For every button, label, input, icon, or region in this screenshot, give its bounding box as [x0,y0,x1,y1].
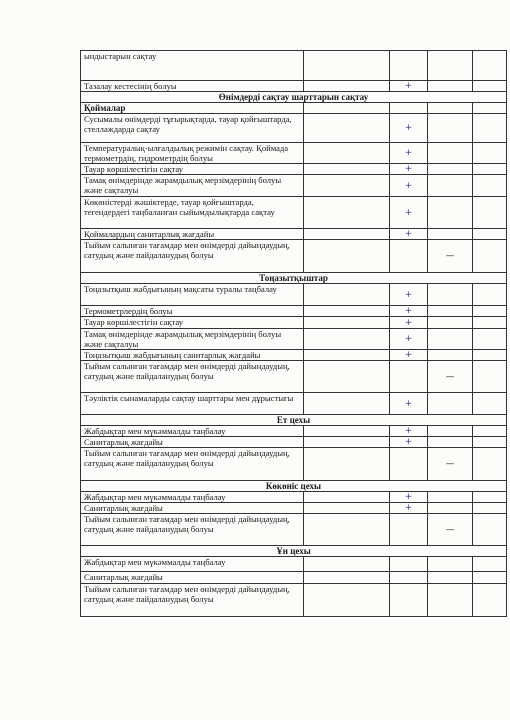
compliant-mark: + [390,437,428,448]
requirement-text: Қоймалардың санитарлық жағдайы [81,229,304,240]
checklist-row [81,437,507,448]
checklist-row [81,317,507,329]
empty-cell [473,557,507,572]
not-applicable-mark [428,557,473,572]
compliant-mark: + [390,143,428,164]
inspection-checklist-table [80,50,507,617]
checklist-row [81,329,507,350]
notes-cell [304,143,390,164]
empty-cell [473,350,507,361]
notes-cell [304,114,390,143]
requirement-text: Санитарлық жағдайы [81,437,304,448]
empty-cell [473,584,507,617]
notes-cell [304,514,390,546]
section-header-row [81,273,507,284]
not-applicable-mark [428,329,473,350]
not-applicable-mark: — [428,361,473,393]
empty-cell [473,175,507,197]
requirement-text: Сусымалы өнімдерді тұғырықтарда, тауар қойғыштарда, стеллаждарда сақтау [81,114,304,143]
checklist-row [81,81,507,92]
checklist-row [81,175,507,197]
checklist-row [81,306,507,317]
section-header: Өнімдерді сақтау шарттарын сақтау [81,92,507,103]
notes-cell [304,175,390,197]
empty-cell [473,492,507,503]
not-applicable-mark [428,492,473,503]
empty-cell [473,306,507,317]
not-applicable-mark [428,175,473,197]
notes-cell [304,317,390,329]
not-applicable-mark [428,164,473,175]
notes-cell [304,437,390,448]
not-applicable-mark [428,143,473,164]
compliant-mark: + [390,81,428,92]
empty-cell [473,437,507,448]
requirement-text: Тыйым салынған тағамдар мен өнімдерді дайындаудың, сатудың және пайдаланудың болуы [81,584,304,617]
not-applicable-mark [428,284,473,306]
compliant-mark: + [390,426,428,437]
notes-cell [304,557,390,572]
compliant-mark [390,240,428,273]
empty-cell [473,572,507,584]
checklist-row [81,514,507,546]
empty-cell [473,317,507,329]
not-applicable-mark [428,229,473,240]
not-applicable-mark [428,503,473,514]
section-header: Тоңазытқыштар [81,273,507,284]
notes-cell [304,51,390,81]
checklist-row [81,114,507,143]
compliant-mark: + [390,229,428,240]
empty-cell [473,361,507,393]
compliant-mark [390,448,428,481]
checklist-row [81,229,507,240]
not-applicable-mark [428,426,473,437]
checklist-row [81,350,507,361]
compliant-mark: + [390,197,428,229]
checklist-row [81,426,507,437]
notes-cell [304,393,390,415]
requirement-text: Тауар көршілестігін сақтау [81,317,304,329]
not-applicable-mark [428,584,473,617]
requirement-text: Тоңазытқыш жабдығының мақсаты туралы таңбалау [81,284,304,306]
requirement-text: Көкөністерді жәшіктерде, тауар қойғыштарда, тегендердегі таңбаланған сыйымдылықтарда сақтау [81,197,304,229]
requirement-text: Тәуліктік сынамаларды сақтау шарттары мен дұрыстығы [81,393,304,415]
compliant-mark: + [390,306,428,317]
empty-cell [428,103,473,114]
notes-cell [304,306,390,317]
checklist-row [81,448,507,481]
notes-cell [304,503,390,514]
empty-cell [473,240,507,273]
checklist-row [81,393,507,415]
notes-cell [304,584,390,617]
requirement-text: Тазалау кестесінің болуы [81,81,304,92]
not-applicable-mark [428,306,473,317]
requirement-text: Санитарлық жағдайы [81,572,304,584]
checklist-row [81,240,507,273]
checklist-row [81,164,507,175]
not-applicable-mark: — [428,514,473,546]
compliant-mark [390,514,428,546]
notes-cell [304,240,390,273]
empty-cell [473,514,507,546]
not-applicable-mark: — [428,240,473,273]
compliant-mark: + [390,284,428,306]
requirement-text: Тыйым салынған тағамдар мен өнімдерді дайындаудың, сатудың және пайдаланудың болуы [81,240,304,273]
compliant-mark [390,557,428,572]
requirement-text: Тамақ өнімдерінде жарамдылық мерзімдерінің болуы және сақталуы [81,175,304,197]
not-applicable-mark [428,51,473,81]
empty-cell [473,197,507,229]
compliant-mark: + [390,164,428,175]
requirement-text: Жабдықтар мен мүкәммалды таңбалау [81,557,304,572]
notes-cell [304,81,390,92]
requirement-text: Термометрлердің болуы [81,306,304,317]
compliant-mark: + [390,393,428,415]
requirement-text: Жабдықтар мен мүкәммалды таңбалау [81,492,304,503]
requirement-text: Тыйым салынған тағамдар мен өнімдерді дайындаудың, сатудың және пайдаланудың болуы [81,448,304,481]
not-applicable-mark: — [428,448,473,481]
section-header-row [81,546,507,557]
checklist-row [81,143,507,164]
empty-cell [473,503,507,514]
section-header-row [81,415,507,426]
requirement-text: Санитарлық жағдайы [81,503,304,514]
empty-cell [473,114,507,143]
empty-cell [473,426,507,437]
empty-cell [473,284,507,306]
requirement-text: Температуралық-ылғалдылық режимін сақтау. Қоймада термометрдің, гидрометрдің болуы [81,143,304,164]
checklist-row [81,492,507,503]
empty-cell [473,103,507,114]
not-applicable-mark [428,572,473,584]
requirement-text: Тыйым салынған тағамдар мен өнімдерді дайындаудың, сатудың және пайдаланудың болуы [81,361,304,393]
compliant-mark: + [390,114,428,143]
section-header-row [81,92,507,103]
not-applicable-mark [428,81,473,92]
not-applicable-mark [428,350,473,361]
requirement-text: Тоңазытқыш жабдығының санитарлық жағдайы [81,350,304,361]
empty-cell [473,229,507,240]
notes-cell [304,350,390,361]
requirement-text: Тыйым салынған тағамдар мен өнімдерді дайындаудың, сатудың және пайдаланудың болуы [81,514,304,546]
empty-cell [473,143,507,164]
empty-cell [473,164,507,175]
notes-cell [304,572,390,584]
checklist-row [81,572,507,584]
checklist-row [81,361,507,393]
notes-cell [304,361,390,393]
compliant-mark [390,51,428,81]
section-header: Ет цехы [81,415,507,426]
empty-cell [473,448,507,481]
notes-cell [304,329,390,350]
not-applicable-mark [428,437,473,448]
notes-cell [304,229,390,240]
requirement-text: Тауар көршілестігін сақтау [81,164,304,175]
subsection-label: Қоймалар [81,103,304,114]
checklist-row [81,584,507,617]
compliant-mark: + [390,317,428,329]
not-applicable-mark [428,317,473,329]
compliant-mark [390,584,428,617]
checklist-row [81,51,507,81]
checklist-row [81,197,507,229]
notes-cell [304,448,390,481]
requirement-text: Жабдықтар мен мүкәммалды таңбалау [81,426,304,437]
compliant-mark [390,361,428,393]
compliant-mark: + [390,492,428,503]
compliant-mark: + [390,329,428,350]
subsection-row [81,103,507,114]
section-header: Ұн цехы [81,546,507,557]
not-applicable-mark [428,197,473,229]
compliant-mark [390,572,428,584]
notes-cell [304,197,390,229]
not-applicable-mark [428,114,473,143]
requirement-text: ындыстарын сақтау [81,51,304,81]
empty-cell [473,329,507,350]
notes-cell [304,284,390,306]
checklist-row [81,557,507,572]
checklist-row [81,284,507,306]
compliant-mark: + [390,503,428,514]
notes-cell [304,492,390,503]
section-header: Көкөніс цехы [81,481,507,492]
empty-cell [304,103,390,114]
notes-cell [304,426,390,437]
compliant-mark: + [390,175,428,197]
requirement-text: Тамақ өнімдерінде жарамдылық мерзімдерінің болуы және сақталуы [81,329,304,350]
empty-cell [473,81,507,92]
compliant-mark: + [390,350,428,361]
empty-cell [473,393,507,415]
checklist-row [81,503,507,514]
empty-cell [390,103,428,114]
empty-cell [473,51,507,81]
not-applicable-mark [428,393,473,415]
section-header-row [81,481,507,492]
notes-cell [304,164,390,175]
